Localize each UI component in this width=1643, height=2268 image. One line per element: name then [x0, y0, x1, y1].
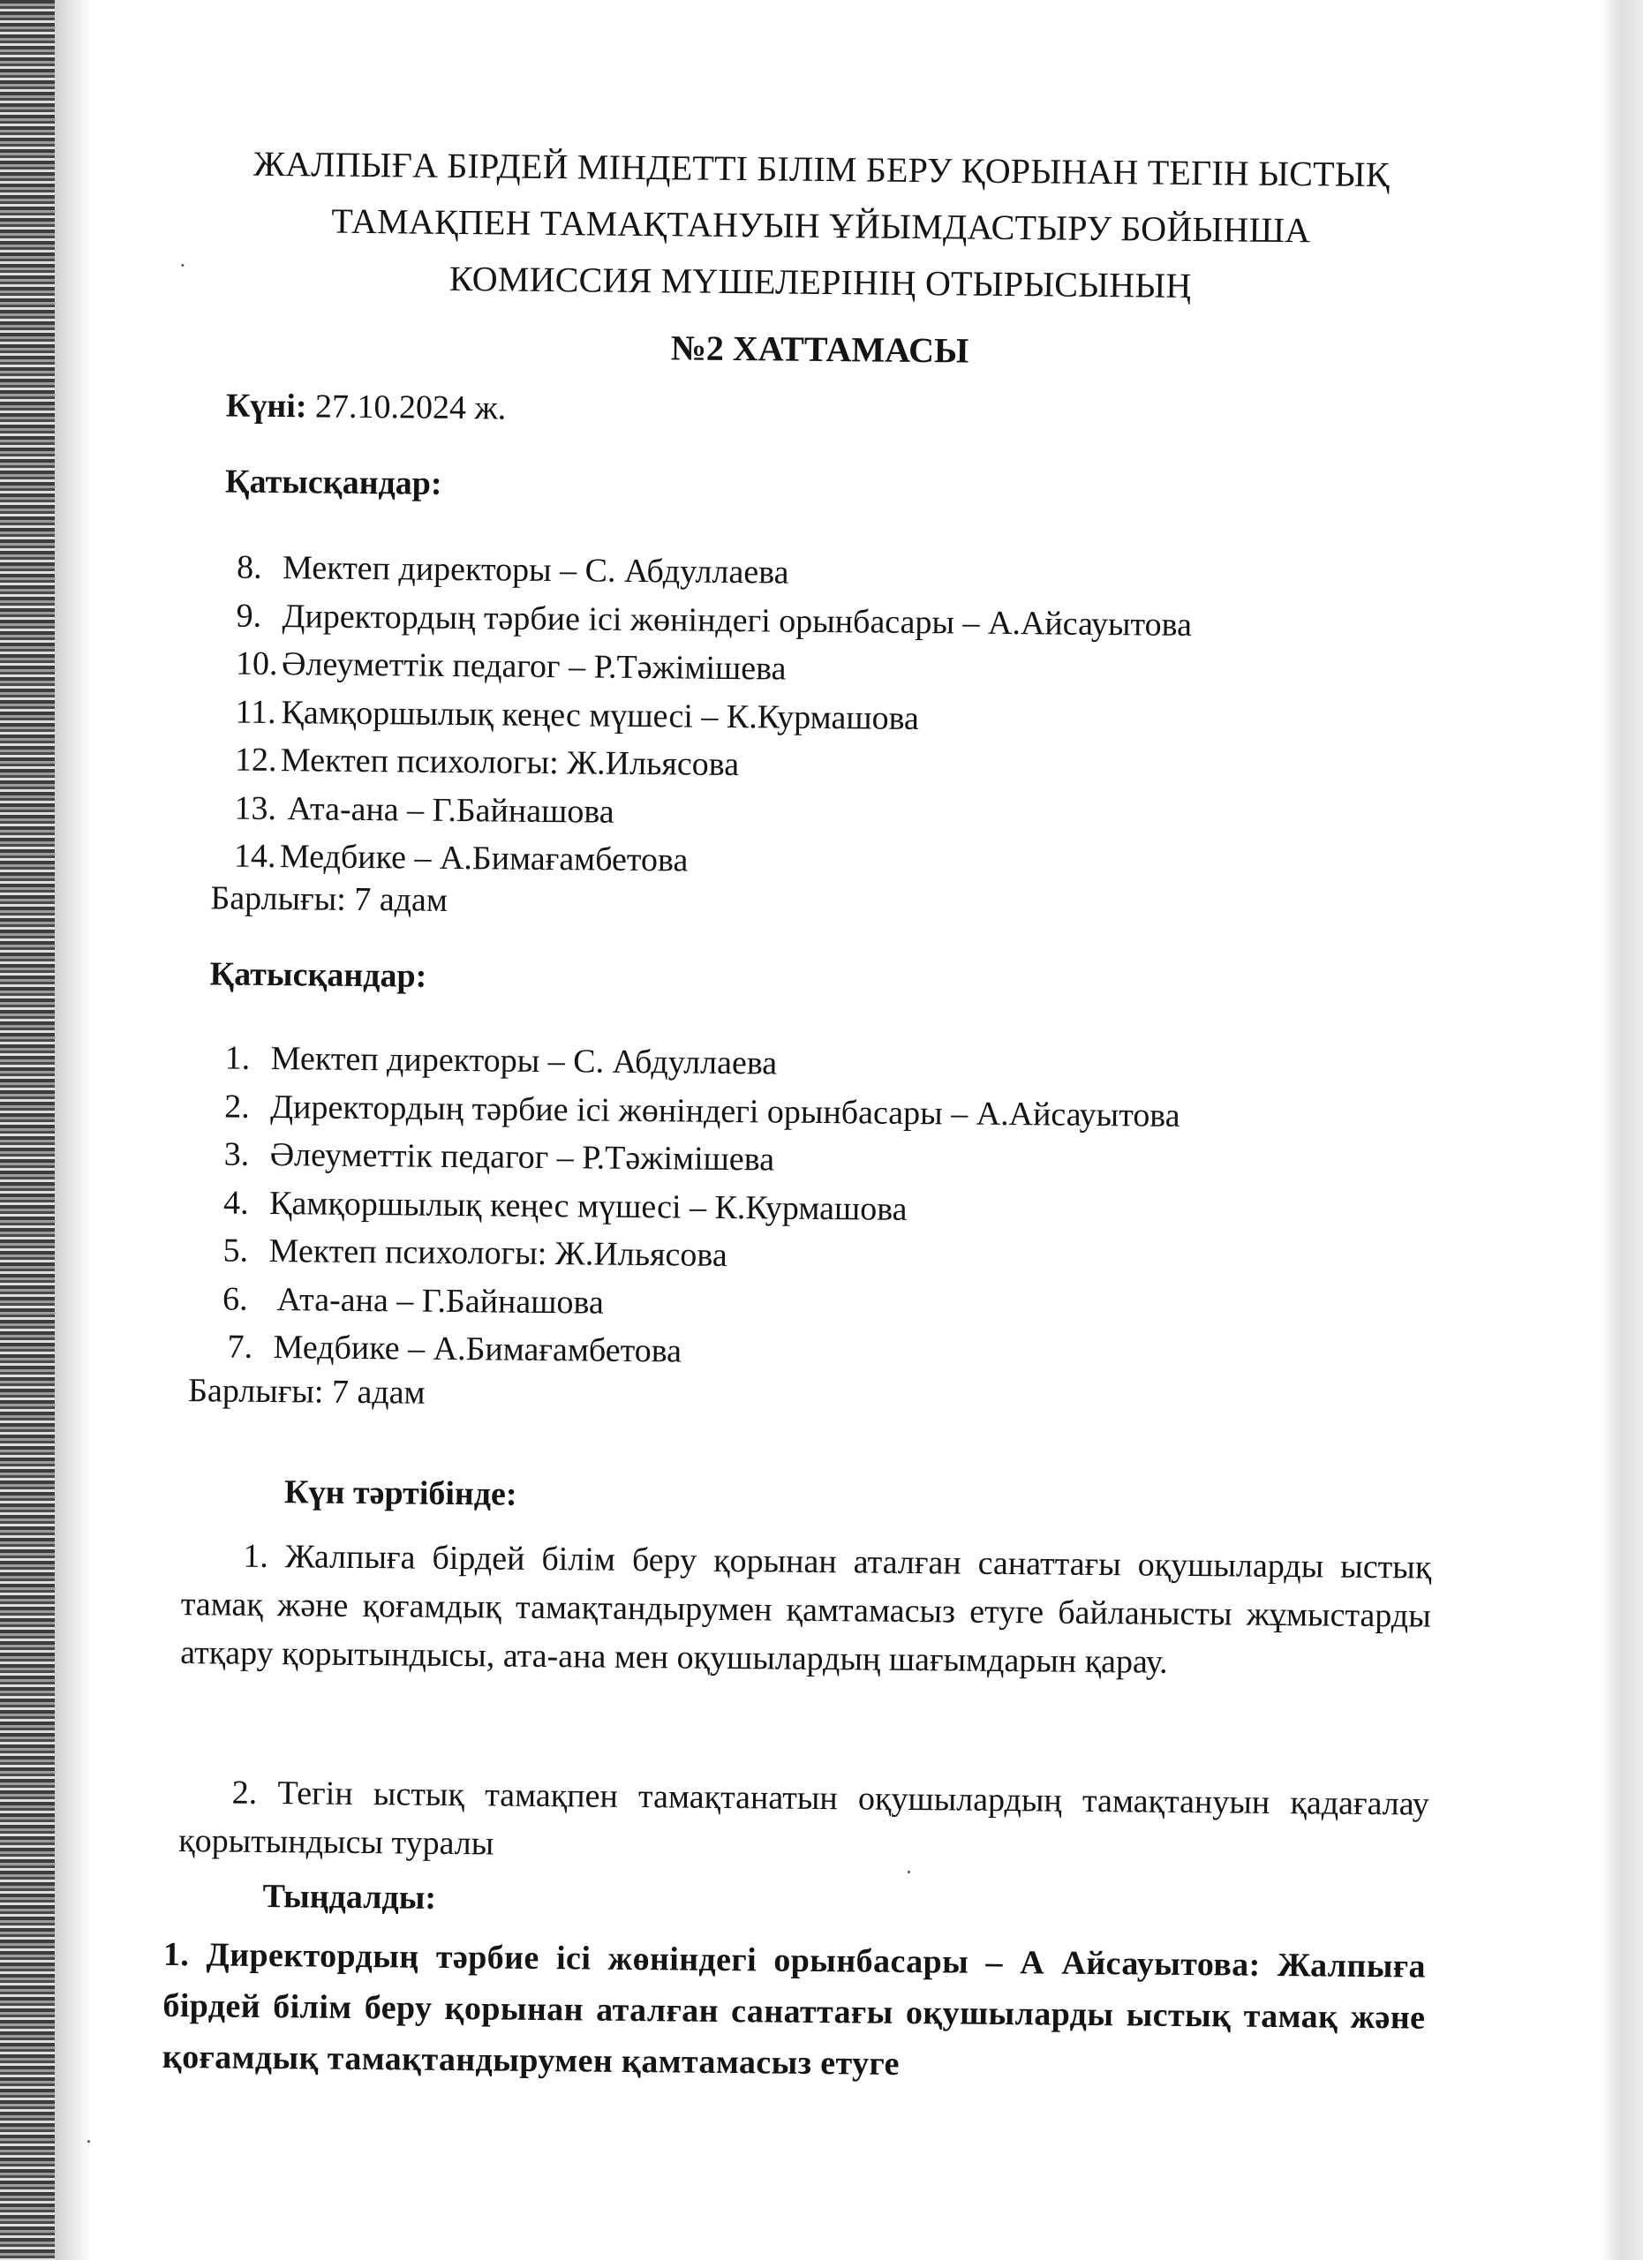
document-title [185, 135, 1458, 317]
participants-list-1 [234, 544, 1193, 890]
list-item [237, 544, 1193, 601]
item-text: Ата-ана – Г.Байнашова [268, 1280, 605, 1322]
item-number: 10. [235, 644, 278, 683]
meeting-date [226, 386, 507, 427]
heard-text: 1. Директордың тәрбие ісі жөніндегі орынбасары – А Айсауытова: Жалпыға бірдей білім беру қорынан аталған санаттағы оқушыларды ыстық тамақ және қоғамдық тамақтандырумен қамтамасыз етуге [162, 1935, 1427, 2083]
list-item [235, 736, 1191, 794]
item-number: 6. [222, 1280, 248, 1318]
scan-speck [87, 2140, 90, 2143]
participants-heading-2: Қатысқандар: [209, 955, 427, 995]
scan-speck [181, 264, 184, 267]
item-number: 3. [223, 1135, 250, 1173]
item-text: Медбике – А.Бимағамбетова [279, 838, 689, 879]
item-text: Директордың тәрбие ісі жөніндегі орынбасары – А.Айсауытова [270, 1088, 1180, 1134]
item-text: Мектеп директоры – С. Абдуллаева [270, 1040, 778, 1082]
heard-heading: Тыңдалды: [262, 1877, 437, 1917]
total-count-2: Барлығы: 7 адам [187, 1372, 426, 1412]
title-line-1: ЖАЛПЫҒА БІРДЕЙ МІНДЕТТІ БІЛІМ БЕРУ ҚОРЫНАН ТЕГІН ЫСТЫҚ [252, 143, 1390, 195]
item-text: Директордың тәрбие ісі жөніндегі орынбасары – А.Айсауытова [282, 597, 1193, 644]
item-text: Әлеуметтік педагог – Р.Тәжімішева [269, 1136, 775, 1179]
item-number: 9. [236, 597, 262, 635]
item-number: 7. [227, 1328, 253, 1366]
item-number: 5. [222, 1232, 249, 1270]
item-text: Медбике – А.Бимағамбетова [273, 1329, 682, 1370]
agenda-heading: Күн тәртібінде: [283, 1473, 517, 1513]
participants-list-2 [222, 1035, 1180, 1381]
item-text: Қамқоршылық кеңес мүшесі – К.Курмашова [281, 693, 920, 737]
list-item [222, 1227, 1179, 1285]
total-count-1: Барлығы: 7 адам [210, 879, 448, 919]
item-number: 12. [234, 741, 277, 780]
item-text: Әлеуметтік педагог – Р.Тәжімішева [281, 645, 787, 688]
date-label: Күні: [225, 387, 307, 426]
agenda-item-1: 1. Жалпыға бірдей білім беру қорынан аталған санаттағы оқушыларды ыстық тамақ және қоғамдық тамақтандырумен қамтамасыз етуге байланысты жұмыстарды атқару қорытындысы, ата-ана мен оқушылардың шағымдарын қарау. [180, 1537, 1432, 1681]
item-number: 11. [235, 693, 276, 731]
protocol-number: №2 ХАТТАМАСЫ [670, 328, 969, 371]
list-item [223, 1131, 1179, 1188]
item-number: 14. [233, 837, 276, 876]
item-text: Қамқоршылық кеңес мүшесі – К.Курмашова [268, 1184, 908, 1228]
item-number: 13. [234, 789, 277, 827]
item-number: 1. [224, 1039, 251, 1077]
item-text: Мектеп психологы: Ж.Ильясова [268, 1232, 727, 1274]
agenda-item-2: 2. Тегін ыстық тамақпен тамақтанатын оқушылардың тамақтануын қадағалау қорытындысы туралы [178, 1774, 1429, 1863]
title-line-2: ТАМАҚПЕН ТАМАҚТАНУЫН ҰЙЫМДАСТЫРУ БОЙЫНША [331, 200, 1311, 251]
item-text: Ата-ана – Г.Байнашова [287, 789, 614, 831]
participants-heading-1: Қатысқандар: [224, 463, 442, 502]
list-item [224, 1035, 1180, 1092]
item-text: Мектеп психологы: Ж.Ильясова [280, 742, 740, 784]
list-item [222, 1323, 1178, 1381]
item-text: Мектеп директоры – С. Абдуллаева [282, 549, 789, 591]
title-line-3: КОМИССИЯ МҮШЕЛЕРІНІҢ ОТЫРЫСЫНЫҢ [448, 258, 1192, 305]
item-number: 4. [222, 1184, 249, 1222]
item-number: 8. [236, 548, 262, 586]
scan-speck [908, 1871, 910, 1873]
item-number: 2. [224, 1088, 250, 1126]
date-value: 27.10.2024 ж. [306, 388, 507, 427]
list-item [236, 640, 1192, 697]
